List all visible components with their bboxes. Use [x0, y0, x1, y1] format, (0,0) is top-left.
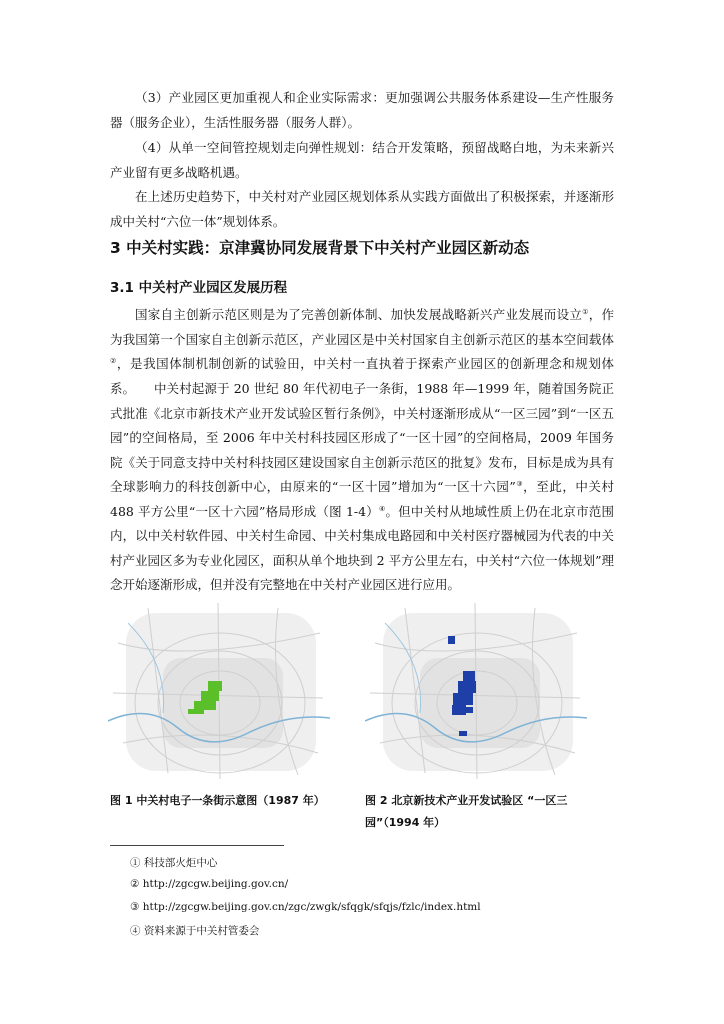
figure-2-map [365, 603, 587, 779]
paragraph-historical-trend: 在上述历史趋势下，中关村对产业园区规划体系从实践方面做出了积极探索，并逐渐形成中关村“六位一体”规划体系。 [110, 189, 614, 229]
figure-1-caption: 图 1 中关村电子一条街示意图（1987 年） [110, 794, 325, 807]
footnote-ref-4[interactable]: ④ [379, 504, 386, 513]
figure-1-map-image [108, 603, 330, 779]
paragraph-industrial-park-needs: （3）产业园区更加重视人和企业实际需求：更加强调公共服务体系建设—生产性服务器（服务企业），生活性服务器（服务人群）。 [110, 90, 614, 130]
paragraph-innovation-zone: 国家自主创新示范区则是为了完善创新体制、加快发展战略新兴产业发展而设立①，作为我国第一个国家自主创新示范区，产业园区是中关村国家自主创新示范区的基本空间载体②，是我国体制机制创新的试验田，中关村一直执着于探索产业园区的创新理念和规划体系。 [110, 307, 614, 396]
paragraph-zhongguancun-history: 中关村起源于 20 世纪 80 年代初电子一条街，1988 年—1999 年，随着国务院正式批准《北京市新技术产业开发试验区暂行条例》，中关村逐渐形成从“一区三园”到“一区五园”的空间格局，至 2006 年中关村科技园区形成了“一区十园”的空间格局，2009 年国务院《关于同意支持中关村科技园区建设国家自主创新示范区的批复》发布，目标是成为具有全球影响力的科技创新中心，由原来的“一区十园”增加为“一区十六园”③，至此，中关村 488 平方公里“一区十六园”格局形成（图 1-4）④。但中关村从地域性质上仍在北京市范围内，以中关村软件园、中关村生命园、中关村集成电路园和中关村医疗器械园为代表的中关村产业园区多为专业化园区，面积从单个地块到 2 平方公里左右，中关村“六位一体规划”理念开始逐渐形成，但并没有完整地在中关村产业园区进行应用。 [110, 381, 614, 592]
footnote-ref-3[interactable]: ③ [515, 479, 524, 488]
footnote-ref-1[interactable]: ① [582, 307, 589, 316]
footnote-2[interactable]: ② http://zgcgw.beijing.gov.cn/ [130, 878, 289, 890]
footnote-divider [110, 845, 284, 846]
figure-1-map [108, 603, 330, 779]
figure-2-caption: 图 2 北京新技术产业开发试验区 “一区三园”（1994 年） [365, 794, 568, 829]
section-heading-3-1: 3.1 中关村产业园区发展历程 [110, 280, 288, 296]
figure-2-map-image [365, 603, 587, 779]
footnote-3[interactable]: ③ http://zgcgw.beijing.gov.cn/zgc/zwgk/sfqgk/sfqjs/fzlc/index.html [130, 901, 481, 913]
footnote-1: ① 科技部火炬中心 [130, 857, 218, 869]
paragraph-flexible-planning: （4）从单一空间管控规划走向弹性规划：结合开发策略，预留战略白地，为未来新兴产业留有更多战略机遇。 [110, 140, 614, 180]
footnote-ref-2[interactable]: ② [110, 356, 117, 365]
footnote-4: ④ 资料来源于中关村管委会 [130, 925, 260, 937]
section-heading-3: 3 中关村实践：京津冀协同发展背景下中关村产业园区新动态 [110, 239, 530, 257]
